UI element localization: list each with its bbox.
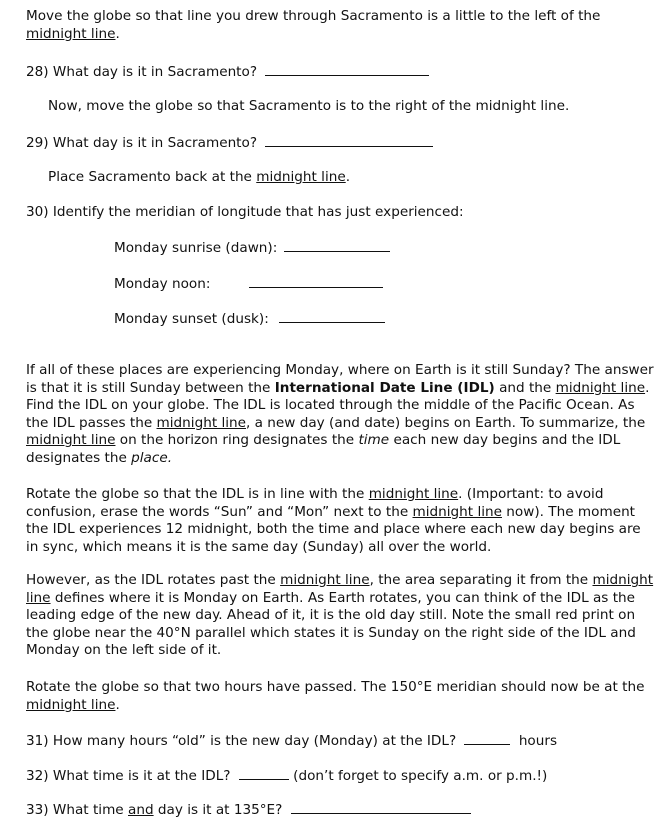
question-33: 33) What time and day is it at 135°E? bbox=[26, 801, 656, 820]
question-30: 30) Identify the meridian of longitude that has just experienced: bbox=[26, 204, 464, 220]
two-hours-paragraph: Rotate the globe so that two hours have passed. The 150°E meridian should now be at the midnight line. bbox=[26, 679, 645, 713]
q30-item-noon: Monday noon: bbox=[114, 275, 670, 294]
rotate-paragraph: Rotate the globe so that the IDL is in line with the midnight line. (Important: to avoid confusion, erase the words “Sun” and “Mon” next to the midnight line now). The moment the IDL experiences 12 midnight, both the time and place where each new day begins are in sync, which means it is the same day (Sunday) all over the world. bbox=[26, 486, 641, 555]
answer-blank-29[interactable] bbox=[265, 134, 433, 147]
intro-paragraph: Move the globe so that line you drew through Sacramento is a little to the left of the midnight line. bbox=[26, 8, 601, 42]
answer-blank-28[interactable] bbox=[265, 63, 429, 76]
idl-paragraph: If all of these places are experiencing Monday, where on Earth is it still Sunday? The answer is that it is still Sunday between the International Date Line (IDL) and the midnight line. Find the IDL on your globe. The IDL is located through the middle of the Pacific Ocean. As the IDL passes the midnight line, a new day (and date) begins on Earth. To summarize, the midnight line on the horizon ring designates the time each new day begins and the IDL designates the place. bbox=[26, 362, 654, 466]
answer-blank-sunset[interactable] bbox=[279, 310, 385, 323]
answer-blank-33[interactable] bbox=[291, 801, 471, 814]
q30-item-sunrise: Monday sunrise (dawn): bbox=[114, 239, 670, 258]
answer-blank-sunrise[interactable] bbox=[284, 239, 390, 252]
however-paragraph: However, as the IDL rotates past the midnight line, the area separating it from the midnight line defines where it is Monday on Earth. As Earth rotates, you can think of the IDL as the leading edge of the new day. Ahead of it, it is the old day still. Note the small red print on the globe near the 40°N parallel which states it is Sunday on the right side of the IDL and Monday on the left side of it. bbox=[26, 572, 654, 659]
question-31: 31) How many hours “old” is the new day (Monday) at the IDL? hours bbox=[26, 733, 558, 749]
answer-blank-31[interactable] bbox=[464, 732, 510, 745]
answer-blank-32[interactable] bbox=[239, 767, 289, 780]
question-29: 29) What day is it in Sacramento? bbox=[26, 134, 656, 153]
q30-item-sunset: Monday sunset (dusk): bbox=[114, 310, 670, 329]
idl-term: International Date Line (IDL) bbox=[274, 379, 495, 396]
instruction-place-back: Place Sacramento back at the midnight line. bbox=[48, 169, 351, 185]
question-28: 28) What day is it in Sacramento? bbox=[26, 63, 656, 82]
question-32: 32) What time is it at the IDL? (don’t forget to specify a.m. or p.m.!) bbox=[26, 768, 548, 784]
answer-blank-noon[interactable] bbox=[249, 275, 383, 288]
instruction-move-right: Now, move the globe so that Sacramento is to the right of the midnight line. bbox=[48, 98, 570, 114]
midnight-line-term: midnight line bbox=[26, 25, 116, 42]
